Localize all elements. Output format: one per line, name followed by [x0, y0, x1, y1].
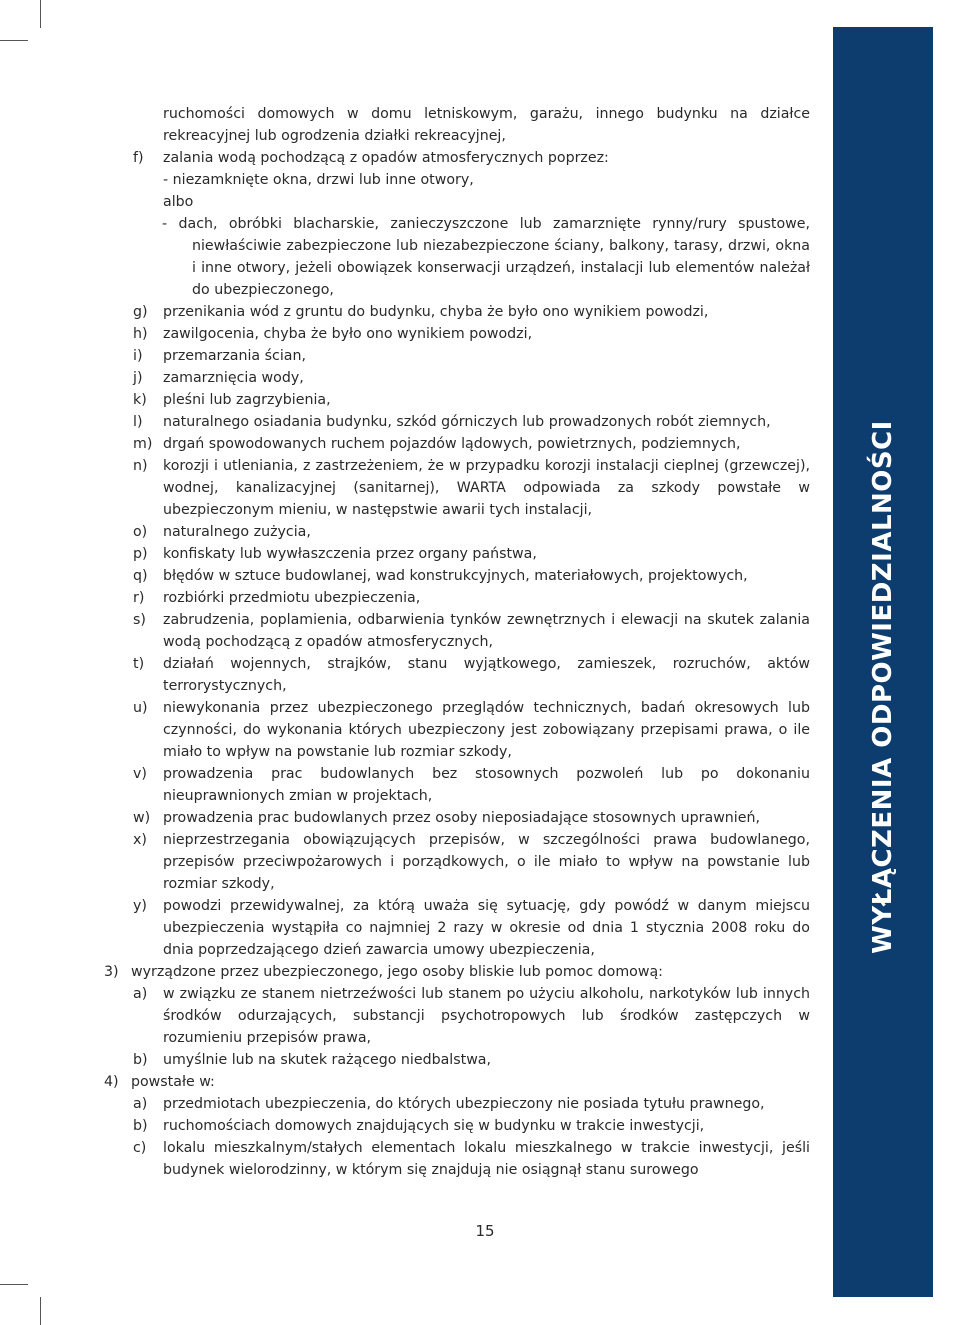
list-marker: q): [133, 568, 148, 584]
list-item: [0, 411, 810, 433]
list-item: [0, 609, 810, 653]
list-marker: t): [133, 656, 145, 672]
section-item-3: [0, 961, 810, 983]
list-item-text: umyślnie lub na skutek rażącego niedbalstwa,: [163, 1052, 492, 1068]
list-marker: u): [133, 700, 148, 716]
list-marker: v): [133, 766, 147, 782]
section-text: powstałe w:: [131, 1074, 215, 1090]
list-marker: b): [133, 1052, 148, 1068]
list-marker: m): [133, 436, 153, 452]
list-item-text: drgań spowodowanych ruchem pojazdów lądowych, powietrznych, podziemnych,: [163, 436, 741, 452]
crop-mark: [0, 1284, 28, 1285]
list-item-text: w związku ze stanem nietrzeźwości lub stanem po użyciu alkoholu, narkotyków lub innych środków odurzających, substancji psychotropowych lub środków zastępczych w rozumieniu przepisów prawa,: [163, 986, 810, 1046]
list-item-text: naturalnego osiadania budynku, szkód górniczych lub prowadzonych robót ziemnych,: [163, 414, 771, 430]
list-item: [0, 1049, 810, 1071]
document-body: [0, 103, 810, 1181]
list-item-text: korozji i utleniania, z zastrzeżeniem, że w przypadku korozji instalacji cieplnej (grzewczej), wodnej, kanalizacyjnej (sanitarnej), WARTA odpowiada za szkody powstałe w ubezpieczonym mieniu, w następstwie awarii tych instalacji,: [163, 458, 810, 518]
list-item: [0, 895, 810, 961]
list-item-text: prowadzenia prac budowlanych bez stosownych pozwoleń lub po dokonaniu nieuprawnionych zmian w projektach,: [163, 766, 810, 804]
list-item: [0, 367, 810, 389]
list-item-text: rozbiórki przedmiotu ubezpieczenia,: [163, 590, 421, 606]
list-marker: j): [133, 370, 143, 386]
list-marker: x): [133, 832, 147, 848]
list-item: [0, 147, 810, 169]
list-item-text: przedmiotach ubezpieczenia, do których ubezpieczony nie posiada tytułu prawnego,: [163, 1096, 765, 1112]
list-item: [0, 455, 810, 521]
list-item: [0, 521, 810, 543]
list-marker: a): [133, 1096, 148, 1112]
list-marker: i): [133, 348, 143, 364]
list-item: [0, 1115, 810, 1137]
list-marker: p): [133, 546, 148, 562]
page-number: 15: [475, 1222, 495, 1240]
section-text: wyrządzone przez ubezpieczonego, jego osoby bliskie lub pomoc domową:: [131, 964, 663, 980]
list-item-text: powodzi przewidywalnej, za którą uważa się sytuację, gdy powódź w danym miejscu ubezpieczenia wystąpiła co najmniej 2 razy w okresie od dnia 1 stycznia 2008 roku do dnia poprzedzającego dzień zawarcia umowy ubezpieczenia,: [163, 898, 810, 958]
list-item: [0, 389, 810, 411]
list-marker: c): [133, 1140, 147, 1156]
crop-mark: [40, 0, 41, 28]
list-item: [0, 807, 810, 829]
sub-line: - niezamknięte okna, drzwi lub inne otwory,: [163, 172, 474, 188]
section-marker: 4): [104, 1074, 119, 1090]
list-marker: w): [133, 810, 151, 826]
list-item-text: błędów w sztuce budowlanej, wad konstrukcyjnych, materiałowych, projektowych,: [163, 568, 748, 584]
list-marker: s): [133, 612, 146, 628]
list-item-text: przenikania wód z gruntu do budynku, chyba że było ono wynikiem powodzi,: [163, 304, 709, 320]
list-marker: h): [133, 326, 148, 342]
list-item-text: pleśni lub zagrzybienia,: [163, 392, 331, 408]
list-item: [0, 697, 810, 763]
list-marker: y): [133, 898, 147, 914]
sub-line: - dach, obróbki blacharskie, zanieczyszczone lub zamarznięte rynny/rury spustowe, niewłaściwie zabezpieczone lub niezabezpieczone ściany, balkony, tarasy, drzwi, okna i inne otwory, jeżeli obowiązek konserwacji urządzeń, instalacji lub elementów należał do ubezpieczonego,: [162, 216, 810, 298]
list-marker: g): [133, 304, 148, 320]
list-marker: l): [133, 414, 143, 430]
list-item: [0, 323, 810, 345]
list-item-text: zamarznięcia wody,: [163, 370, 304, 386]
list-marker: b): [133, 1118, 148, 1134]
list-marker: k): [133, 392, 147, 408]
crop-mark: [40, 1297, 41, 1325]
list-item: [0, 301, 810, 323]
sub-line: albo: [163, 194, 194, 210]
list-item-text: konfiskaty lub wywłaszczenia przez organy państwa,: [163, 546, 537, 562]
list-item: [0, 983, 810, 1049]
list-item-text: lokalu mieszkalnym/stałych elementach lokalu mieszkalnego w trakcie inwestycji, jeśli budynek wielorodzinny, w którym się znajdują nie osiągnął stanu surowego: [163, 1140, 810, 1178]
list-item-text: zabrudzenia, poplamienia, odbarwienia tynków zewnętrznych i elewacji na skutek zalania wodą pochodzącą z opadów atmosferycznych,: [163, 612, 810, 650]
list-item: [0, 345, 810, 367]
list-item: [0, 763, 810, 807]
list-marker: r): [133, 590, 145, 606]
list-item: [0, 653, 810, 697]
section-side-tab-title: WYŁĄCZENIA ODPOWIEDZIALNOŚCI: [868, 420, 898, 954]
list-item: [0, 543, 810, 565]
list-item-text: zawilgocenia, chyba że było ono wynikiem powodzi,: [163, 326, 533, 342]
section-side-tab: [833, 27, 933, 1297]
list-item: [0, 565, 810, 587]
list-item-text: nieprzestrzegania obowiązujących przepisów, w szczególności prawa budowlanego, przepisów przeciwpożarowych i porządkowych, o ile miało to wpływ na powstanie lub rozmiar szkody,: [163, 832, 810, 892]
list-item: [0, 587, 810, 609]
list-marker: o): [133, 524, 148, 540]
list-item-text: przemarzania ścian,: [163, 348, 306, 364]
list-marker: a): [133, 986, 148, 1002]
list-item: [0, 433, 810, 455]
list-item: [0, 1137, 810, 1181]
list-item: [0, 1093, 810, 1115]
list-item-text: niewykonania przez ubezpieczonego przeglądów technicznych, badań okresowych lub czynności, do wykonania których ubezpieczony jest zobowiązany przepisami prawa, o ile miało to wpływ na powstanie lub rozmiar szkody,: [163, 700, 810, 760]
list-item-text: działań wojennych, strajków, stanu wyjątkowego, zamieszek, rozruchów, aktów terrorystycznych,: [163, 656, 810, 694]
section-marker: 3): [104, 964, 119, 980]
intro-paragraph: ruchomości domowych w domu letniskowym, garażu, innego budynku na działce rekreacyjnej lub ogrodzenia działki rekreacyjnej,: [163, 106, 810, 144]
list-marker: n): [133, 458, 148, 474]
list-item-text: naturalnego zużycia,: [163, 524, 311, 540]
list-item-text: prowadzenia prac budowlanych przez osoby nieposiadające stosownych uprawnień,: [163, 810, 760, 826]
list-item-text: zalania wodą pochodzącą z opadów atmosferycznych poprzez:: [163, 150, 609, 166]
list-marker: f): [133, 150, 144, 166]
crop-mark: [0, 40, 28, 41]
section-item-4: [0, 1071, 810, 1093]
list-item-text: ruchomościach domowych znajdujących się w budynku w trakcie inwestycji,: [163, 1118, 705, 1134]
list-item: [0, 829, 810, 895]
